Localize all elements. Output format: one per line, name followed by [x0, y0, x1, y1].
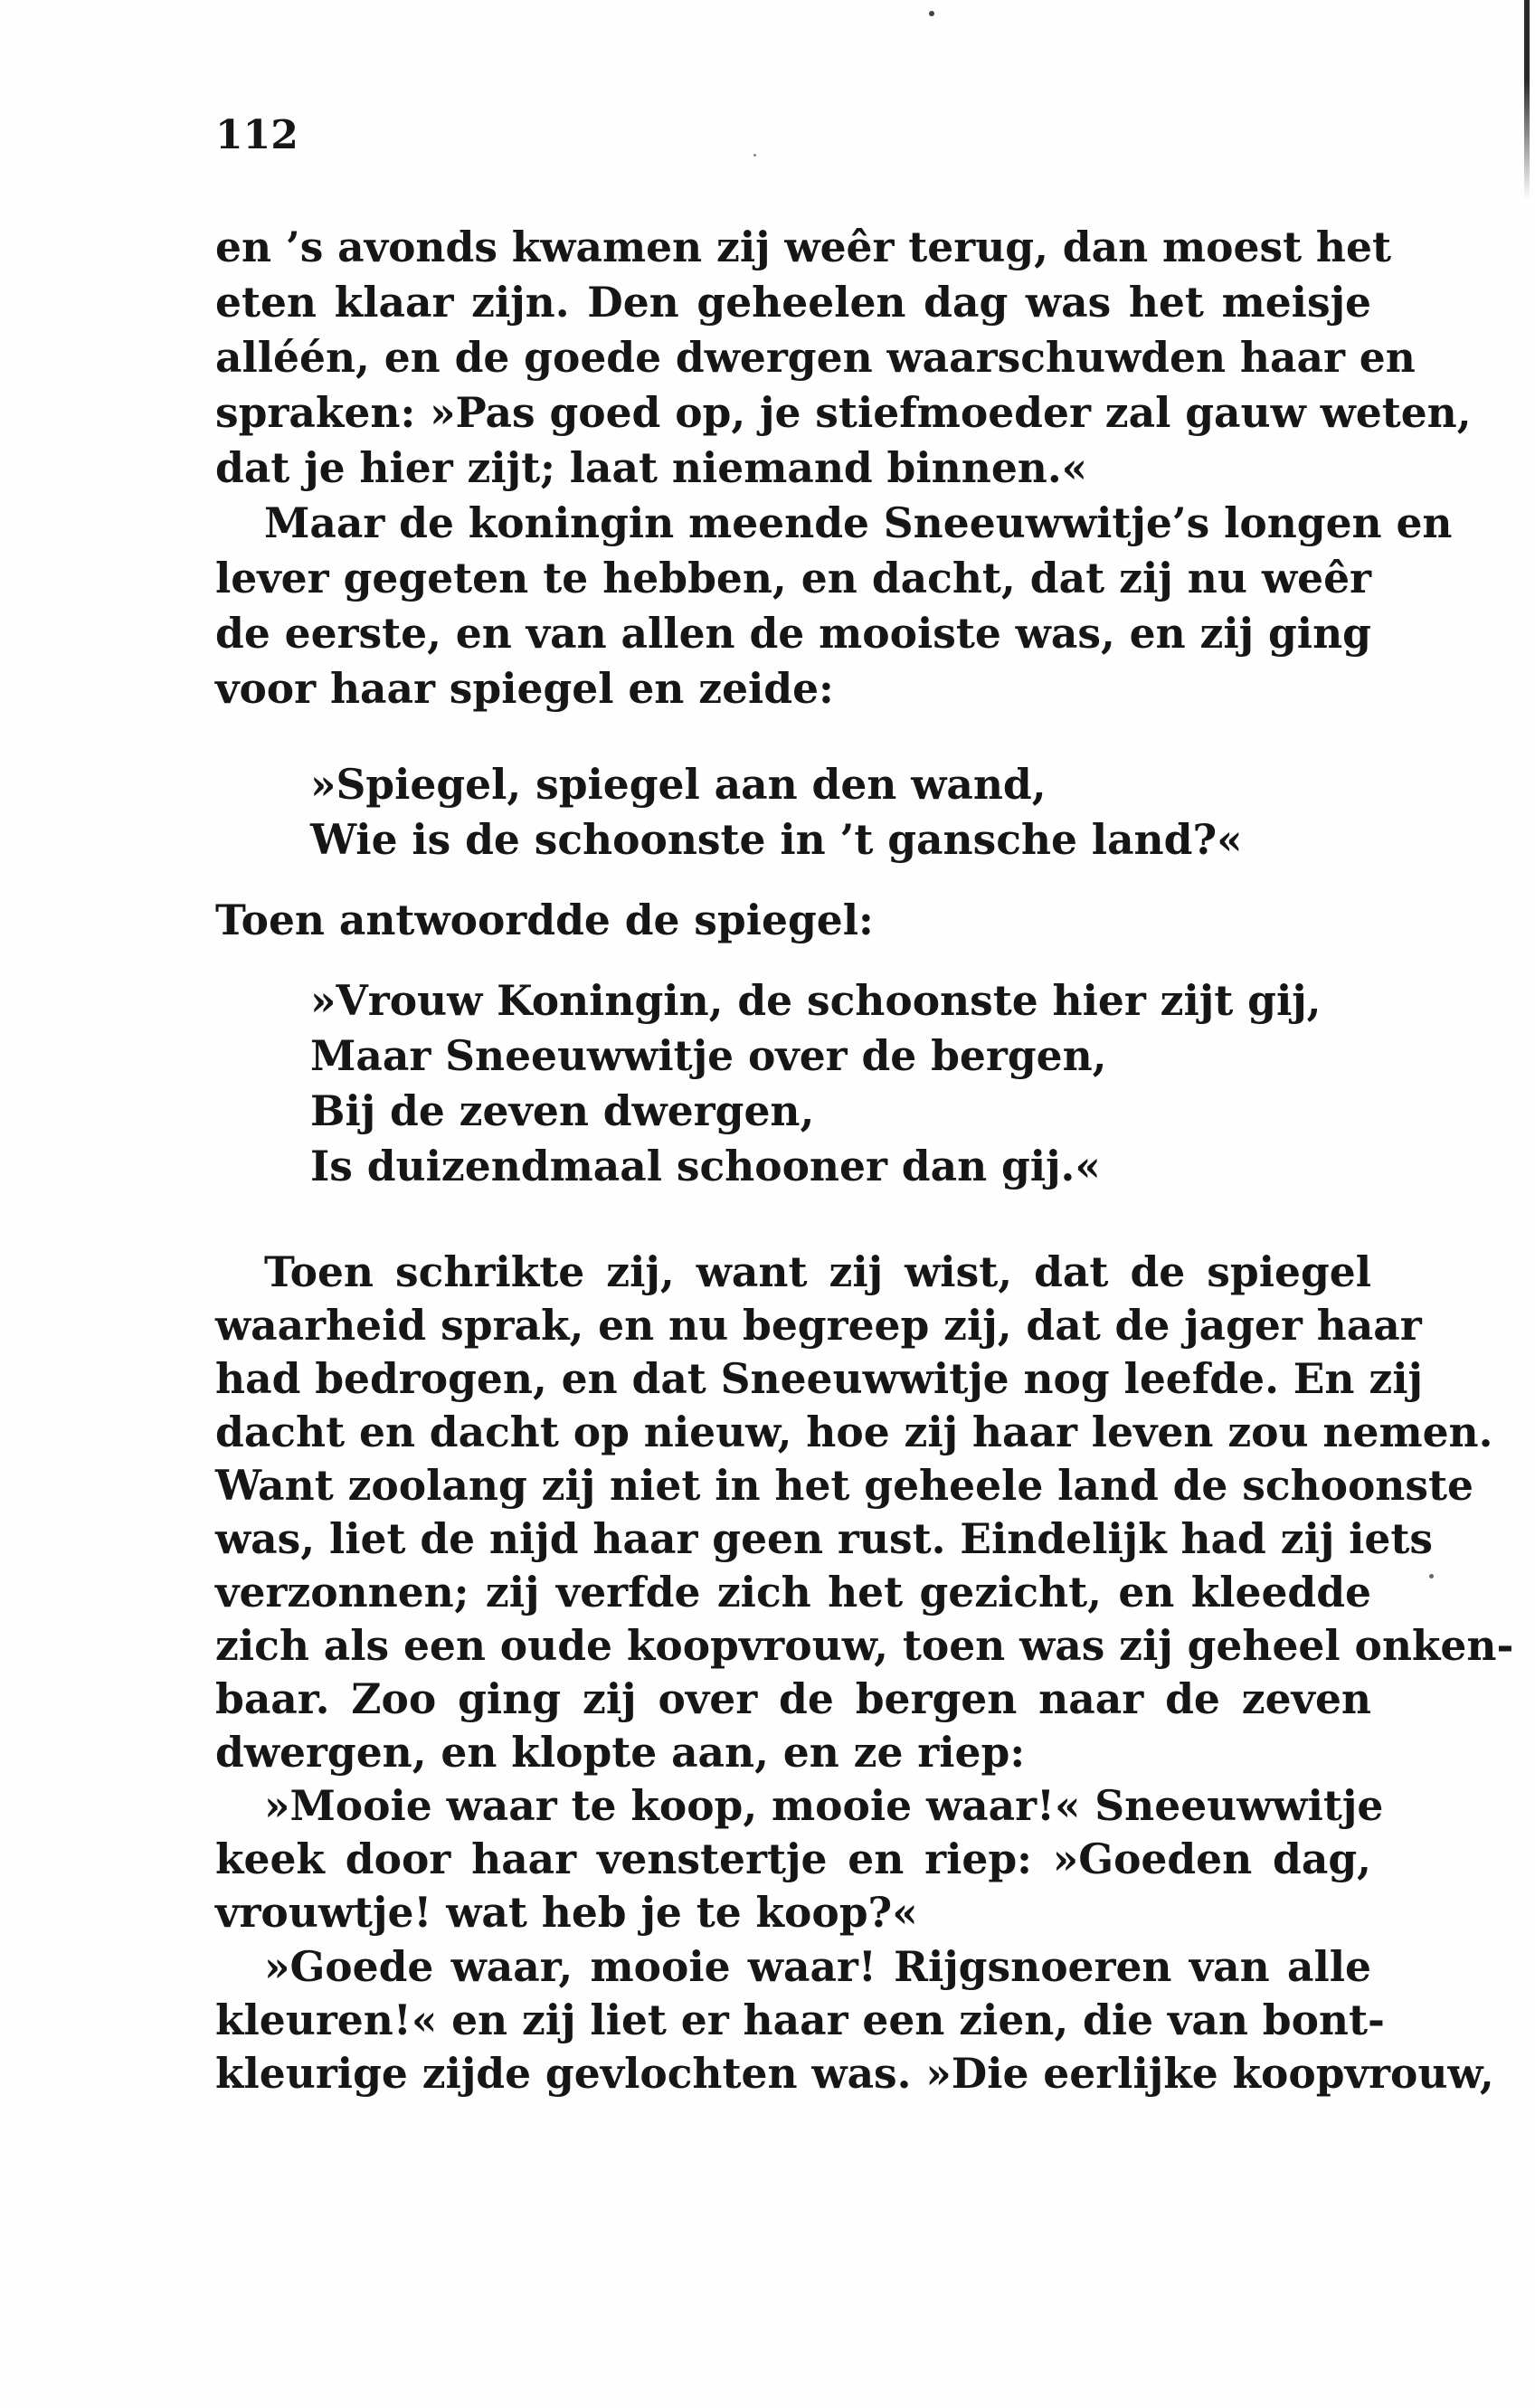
text-line: dwergen, en klopte aan, en ze riep: [215, 1728, 1026, 1777]
poem-line: Wie is de schoonste in ’t gansche land?« [310, 815, 1243, 864]
text-line: eten klaar zijn. Den geheelen dag was het meisje [215, 278, 1371, 327]
text-line: spraken: »Pas goed op, je stiefmoeder zal gauw weten, [215, 388, 1472, 437]
text-line: verzonnen; zij verfde zich het gezicht, en kleedde [215, 1568, 1371, 1616]
text-line: kleuren!« en zij liet er haar een zien, die van bont- [215, 1996, 1385, 2044]
text-line: alléén, en de goede dwergen waarschuwden haar en [215, 333, 1416, 382]
text-line: kleurige zijde gevlochten was. »Die eerlijke koopvrouw, [215, 2049, 1494, 2098]
text-line: Want zoolang zij niet in het geheele land de schoonste [215, 1461, 1473, 1510]
text-line: de eerste, en van allen de mooiste was, en zij ging [215, 609, 1371, 658]
text-line: keek door haar venstertje en riep: »Goeden dag, [215, 1834, 1371, 1883]
text-line: Toen antwoordde de spiegel: [215, 896, 874, 944]
text-line: was, liet de nijd haar geen rust. Eindelijk had zij iets [215, 1514, 1433, 1563]
poem-line: »Spiegel, spiegel aan den wand, [310, 760, 1047, 809]
page-number: 112 [215, 112, 298, 158]
text-line: zich als een oude koopvrouw, toen was zij geheel onken- [215, 1621, 1514, 1670]
text-line: »Goede waar, mooie waar! Rijgsnoeren van alle [264, 1942, 1371, 1991]
text-line: en ’s avonds kwamen zij weêr terug, dan moest het [215, 223, 1391, 271]
text-line: voor haar spiegel en zeide: [215, 664, 834, 713]
text-line: Maar de koningin meende Sneeuwwitje’s longen en [264, 498, 1453, 547]
text-line: Toen schrikte zij, want zij wist, dat de spiegel [264, 1247, 1371, 1296]
print-speck [929, 11, 934, 16]
page-edge-shadow [1524, 0, 1530, 199]
text-line: lever gegeten te hebben, en dacht, dat zij nu weêr [215, 554, 1371, 602]
text-line: waarheid sprak, en nu begreep zij, dat de jager haar [215, 1301, 1422, 1350]
poem-line: Is duizendmaal schooner dan gij.« [310, 1142, 1101, 1190]
print-speck [753, 154, 756, 156]
poem-line: Maar Sneeuwwitje over de bergen, [310, 1031, 1107, 1080]
text-line: dacht en dacht op nieuw, hoe zij haar leven zou nemen. [215, 1408, 1493, 1456]
text-line: baar. Zoo ging zij over de bergen naar de zeven [215, 1674, 1371, 1723]
text-line: »Mooie waar te koop, mooie waar!« Sneeuwwitje [264, 1781, 1384, 1830]
text-line: dat je hier zijt; laat niemand binnen.« [215, 443, 1088, 492]
print-speck [1429, 1574, 1434, 1578]
text-line: vrouwtje! wat heb je te koop?« [215, 1888, 918, 1937]
text-line: had bedrogen, en dat Sneeuwwitje nog leefde. En zij [215, 1354, 1423, 1403]
poem-line: »Vrouw Koningin, de schoonste hier zijt gij, [310, 976, 1322, 1025]
poem-line: Bij de zeven dwergen, [310, 1086, 815, 1135]
